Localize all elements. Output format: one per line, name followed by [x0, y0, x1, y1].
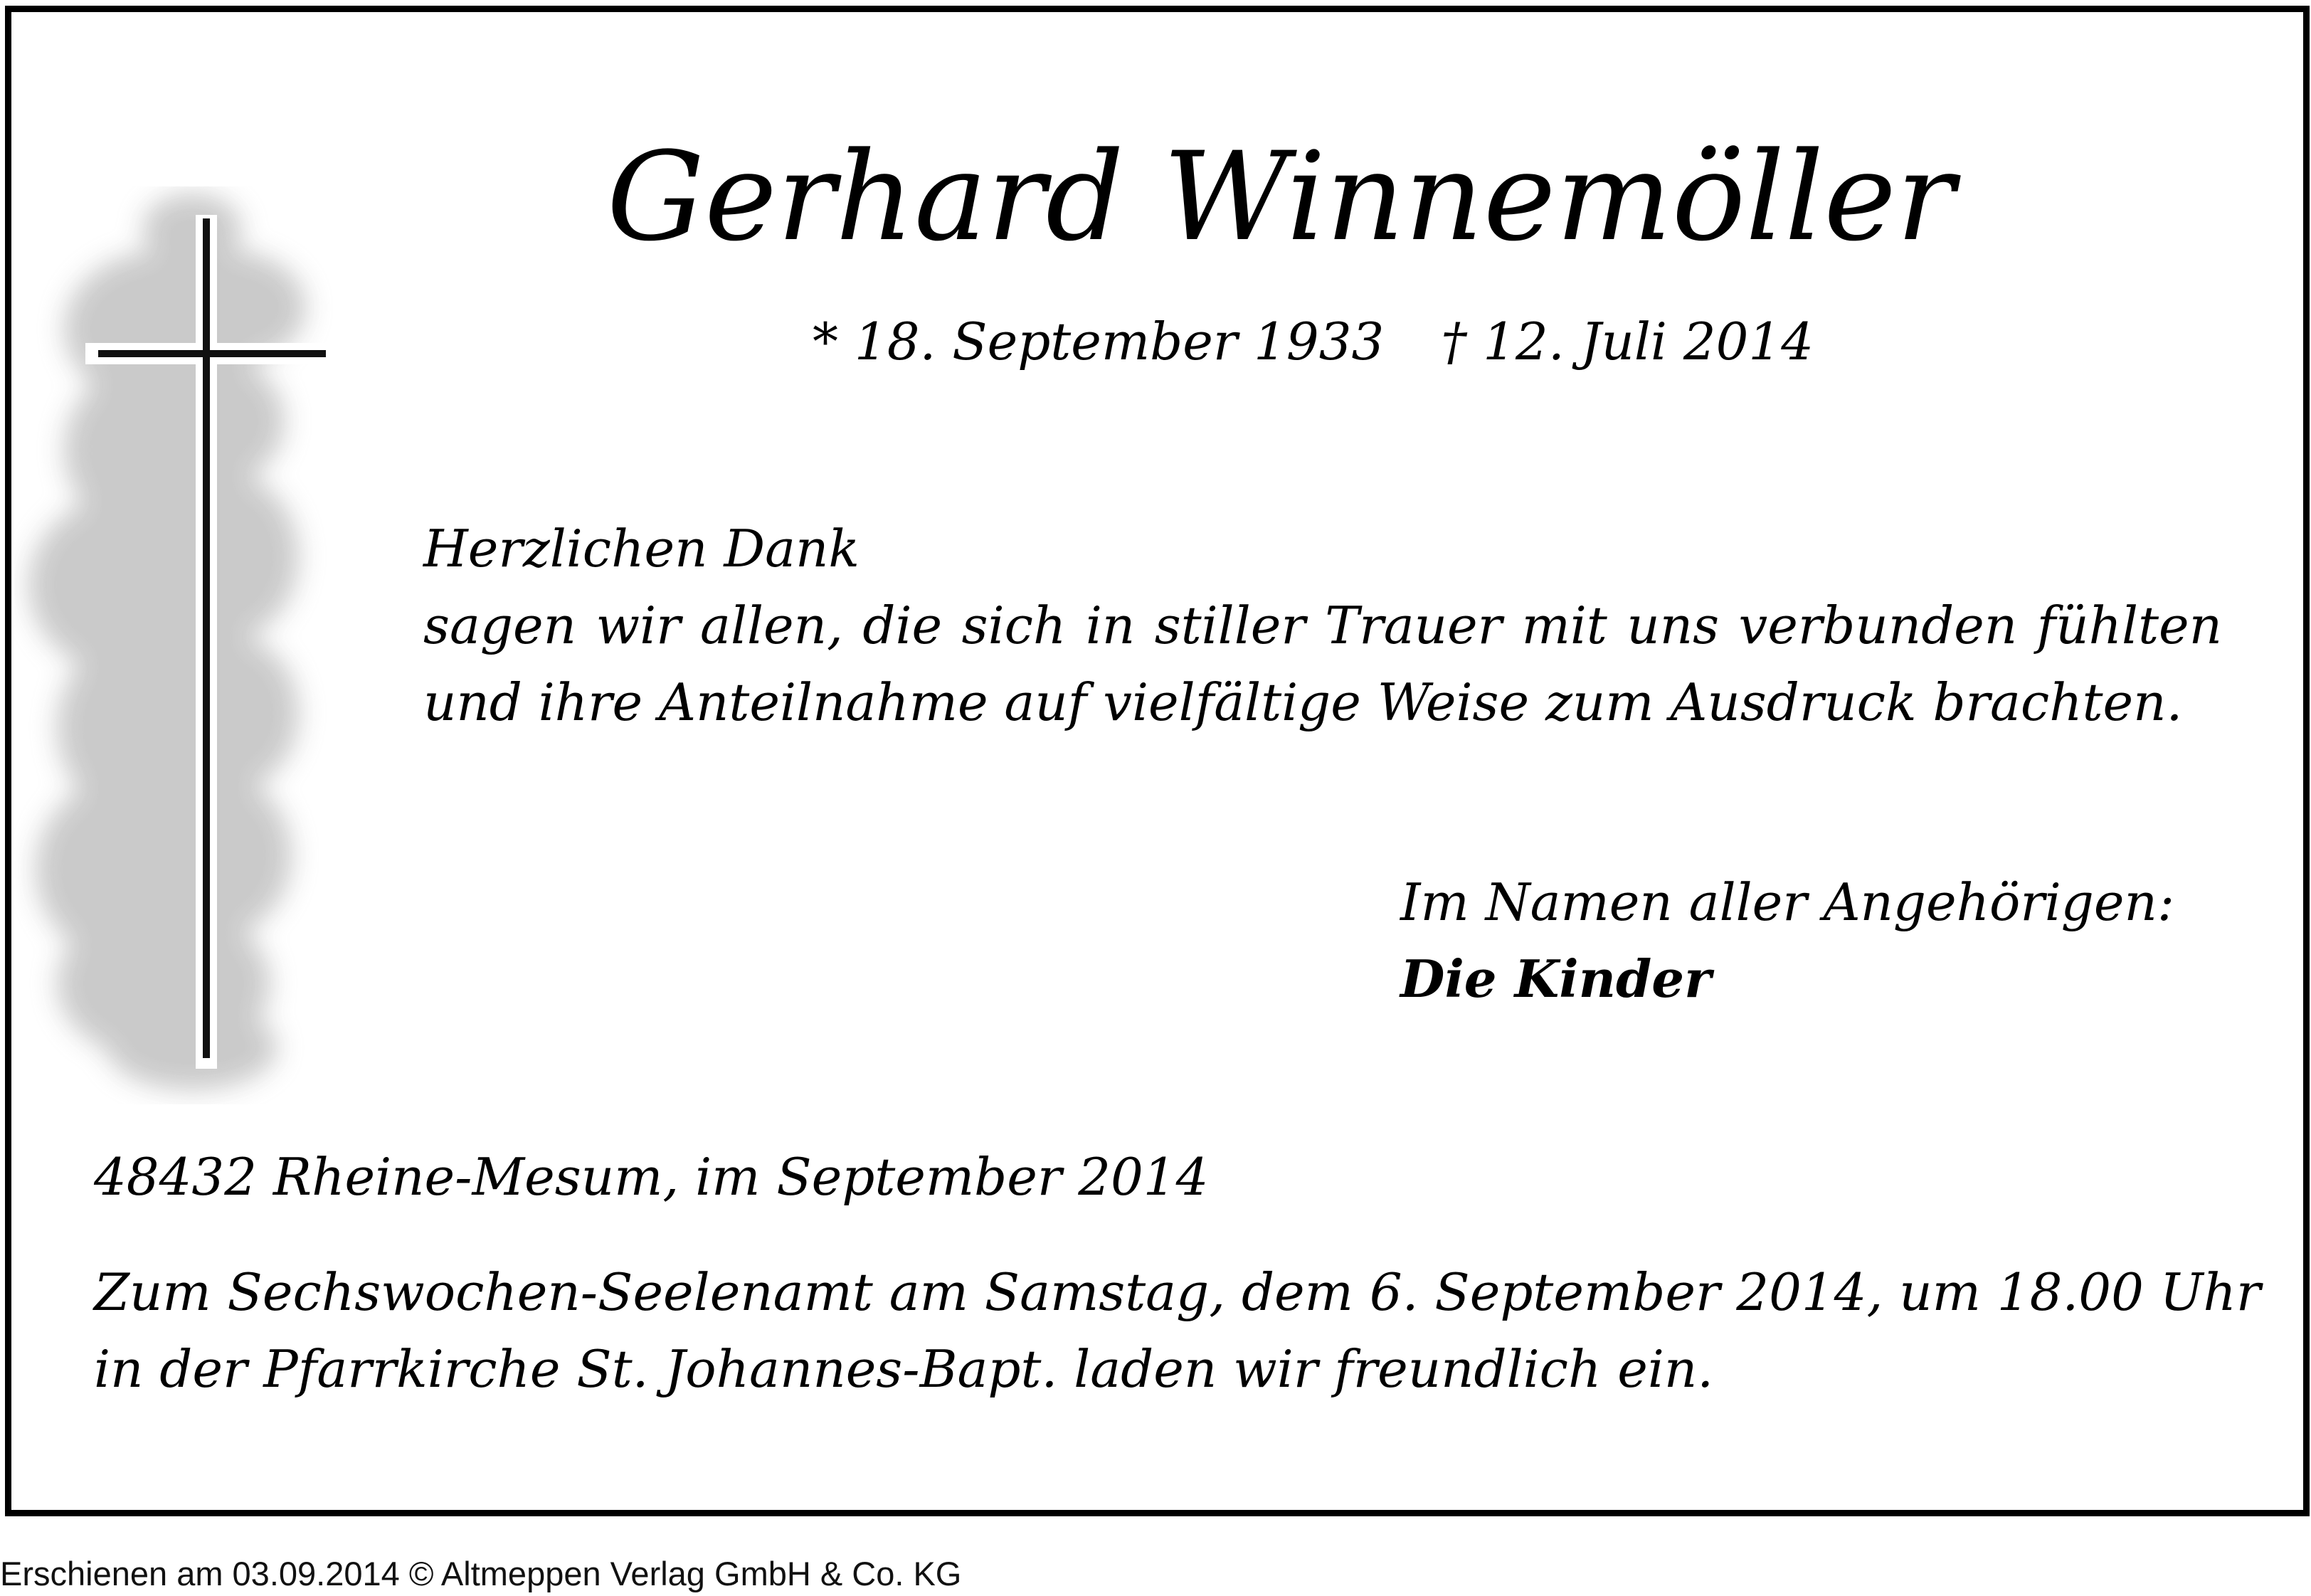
thanks-paragraph [423, 510, 2222, 741]
thanks-heading: Herzlichen Dank [423, 519, 860, 578]
deceased-name: Gerhard Winnemöller [606, 125, 1955, 268]
signoff [1400, 864, 2174, 1018]
cross-horizontal [98, 350, 326, 357]
cross-decoration [14, 186, 370, 1104]
thanks-line: sagen wir allen, die sich in stiller Trauer mit uns verbunden fühlten [423, 596, 2222, 655]
memorial-mass-notice [94, 1254, 2261, 1407]
death-date: † 12. Juli 2014 [1441, 312, 1814, 371]
life-dates [813, 311, 1814, 372]
signoff-signature: Die Kinder [1400, 948, 1712, 1009]
cross-vertical [203, 218, 210, 1058]
mass-line: in der Pfarrkirche St. Johannes-Bapt. laden wir freundlich ein. [94, 1339, 1714, 1399]
thanks-line: und ihre Anteilnahme auf vielfältige Weise zum Ausdruck brachten. [423, 672, 2183, 732]
birth-date: * 18. September 1933 [813, 312, 1385, 371]
place-date: 48432 Rheine-Mesum, im September 2014 [94, 1147, 1209, 1207]
publication-footer: Erschienen am 03.09.2014 © Altmeppen Verlag GmbH & Co. KG [0, 1555, 962, 1592]
cross-icon [14, 186, 370, 1104]
mass-line: Zum Sechswochen-Seelenamt am Samstag, dem 6. September 2014, um 18.00 Uhr [94, 1262, 2261, 1322]
signoff-intro: Im Namen aller Angehörigen: [1400, 872, 2175, 932]
cloud-shadow [28, 194, 306, 1090]
